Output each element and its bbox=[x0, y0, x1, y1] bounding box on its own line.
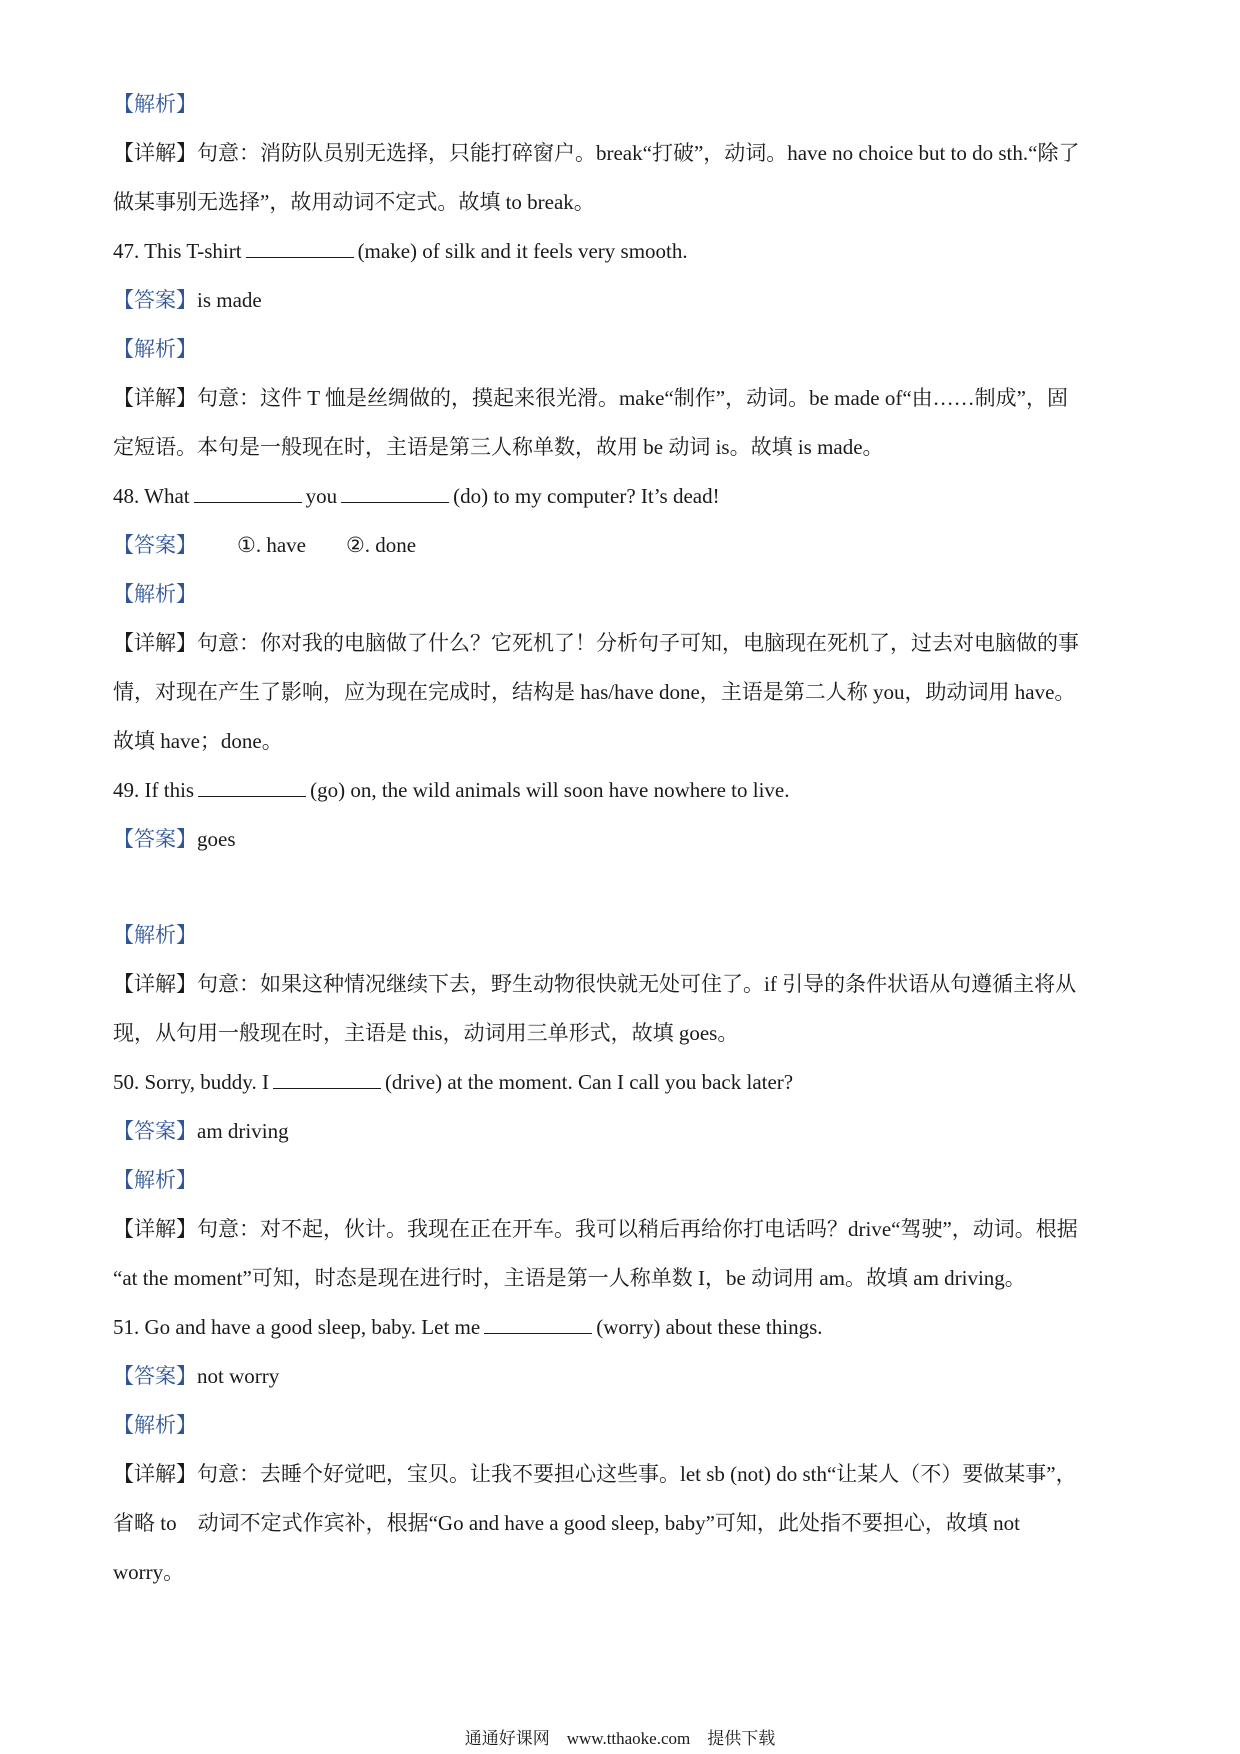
answer-blank bbox=[194, 484, 302, 503]
answer-line bbox=[113, 1117, 1127, 1145]
answer-tag: 【答案】 bbox=[113, 1364, 197, 1388]
detail-text: 句意：如果这种情况继续下去，野生动物很快就无处可住了。if 引导的条件状语从句遵循主将从 bbox=[197, 972, 1077, 996]
detail-text: 句意：你对我的电脑做了什么？它死机了！分析句子可知，电脑现在死机了，过去对电脑做的事 bbox=[197, 631, 1079, 655]
answer-text: is made bbox=[197, 288, 262, 312]
answer-tag: 【答案】 bbox=[113, 827, 197, 851]
analysis-tag: 【解析】 bbox=[113, 337, 197, 361]
answer-blank bbox=[246, 239, 354, 258]
analysis-label bbox=[113, 580, 1127, 608]
answer-line bbox=[113, 1362, 1127, 1390]
answer-text: ②. done bbox=[345, 533, 417, 557]
detail-line bbox=[113, 139, 1127, 167]
page-footer: 通通好课网 www.tthaoke.com 提供下载 bbox=[464, 1729, 776, 1748]
question-text: 51. Go and have a good sleep, baby. Let me bbox=[113, 1315, 481, 1339]
explanation-text: 故填 have；done。 bbox=[113, 729, 283, 753]
analysis-tag: 【解析】 bbox=[113, 582, 197, 606]
answer-blank bbox=[341, 484, 449, 503]
question-text: you bbox=[305, 484, 338, 508]
question-text: (go) on, the wild animals will soon have nowhere to live. bbox=[310, 778, 790, 802]
question-line bbox=[113, 776, 1127, 804]
explanation-text: 现，从句用一般现在时，主语是 this，动词用三单形式，故填 goes。 bbox=[113, 1021, 739, 1045]
answer-blank bbox=[484, 1315, 592, 1334]
explanation-line bbox=[113, 727, 1127, 755]
explanation-line bbox=[113, 1264, 1127, 1292]
analysis-label bbox=[113, 335, 1127, 363]
analysis-label bbox=[113, 1411, 1127, 1439]
question-text: (worry) about these things. bbox=[596, 1315, 823, 1339]
answer-text: am driving bbox=[197, 1119, 289, 1143]
answer-line bbox=[113, 531, 1127, 559]
question-text: 48. What bbox=[113, 484, 190, 508]
detail-tag: 【详解】 bbox=[113, 1462, 197, 1486]
answer-tag: 【答案】 bbox=[113, 1119, 197, 1143]
detail-line bbox=[113, 1460, 1127, 1488]
answer-text: goes bbox=[197, 827, 236, 851]
detail-line bbox=[113, 970, 1127, 998]
answer-blank bbox=[198, 778, 306, 797]
detail-line bbox=[113, 629, 1127, 657]
detail-text: 句意：对不起，伙计。我现在正在开车。我可以稍后再给你打电话吗？drive“驾驶”，动词。根据 bbox=[197, 1217, 1078, 1241]
detail-tag: 【详解】 bbox=[113, 386, 197, 410]
explanation-line bbox=[113, 678, 1127, 706]
detail-text: 句意：消防队员别无选择，只能打碎窗户。break“打破”，动词。have no choice but to do sth.“除了 bbox=[197, 141, 1080, 165]
analysis-label bbox=[113, 90, 1127, 118]
explanation-text: 省略 to 动词不定式作宾补，根据“Go and have a good sleep, baby”可知，此处指不要担心，故填 not bbox=[113, 1511, 1020, 1535]
question-line bbox=[113, 482, 1127, 510]
analysis-tag: 【解析】 bbox=[113, 1413, 197, 1437]
detail-tag: 【详解】 bbox=[113, 972, 197, 996]
explanation-text: 定短语。本句是一般现在时，主语是第三人称单数，故用 be 动词 is。故填 is made。 bbox=[113, 435, 884, 459]
explanation-text: “at the moment”可知，时态是现在进行时，主语是第一人称单数 I，be 动词用 am。故填 am driving。 bbox=[113, 1266, 1026, 1290]
analysis-label bbox=[113, 1166, 1127, 1194]
answer-text: ①. have bbox=[237, 533, 306, 557]
detail-text: 句意：去睡个好觉吧，宝贝。让我不要担心这些事。let sb (not) do sth“让某人（不）要做某事”， bbox=[197, 1462, 1077, 1486]
answer-tag: 【答案】 bbox=[113, 533, 197, 557]
question-text: (make) of silk and it feels very smooth. bbox=[357, 239, 688, 263]
question-line bbox=[113, 237, 1127, 265]
analysis-label bbox=[113, 921, 1127, 949]
detail-line bbox=[113, 1215, 1127, 1243]
question-line bbox=[113, 1313, 1127, 1341]
explanation-line bbox=[113, 1558, 1127, 1586]
detail-tag: 【详解】 bbox=[113, 631, 197, 655]
question-text: 50. Sorry, buddy. I bbox=[113, 1070, 269, 1094]
question-line bbox=[113, 1068, 1127, 1096]
question-text: (do) to my computer? It’s dead! bbox=[453, 484, 720, 508]
answer-text: not worry bbox=[197, 1364, 280, 1388]
explanation-line bbox=[113, 1019, 1127, 1047]
detail-line bbox=[113, 384, 1127, 412]
analysis-tag: 【解析】 bbox=[113, 92, 197, 116]
explanation-line bbox=[113, 1509, 1127, 1537]
detail-text: 句意：这件 T 恤是丝绸做的，摸起来很光滑。make“制作”，动词。be made of“由……制成”，固 bbox=[197, 386, 1068, 410]
detail-tag: 【详解】 bbox=[113, 141, 197, 165]
analysis-tag: 【解析】 bbox=[113, 923, 197, 947]
answer-blank bbox=[273, 1070, 381, 1089]
explanation-text: 做某事别无选择”，故用动词不定式。故填 to break。 bbox=[113, 190, 595, 214]
question-text: 47. This T-shirt bbox=[113, 239, 242, 263]
explanation-line bbox=[113, 188, 1127, 216]
answer-line bbox=[113, 286, 1127, 314]
explanation-line bbox=[113, 433, 1127, 461]
question-text: 49. If this bbox=[113, 778, 195, 802]
answer-tag: 【答案】 bbox=[113, 288, 197, 312]
answer-line bbox=[113, 825, 1127, 853]
analysis-tag: 【解析】 bbox=[113, 1168, 197, 1192]
explanation-text: 情，对现在产生了影响，应为现在完成时，结构是 has/have done，主语是第二人称 you，助动词用 have。 bbox=[113, 680, 1076, 704]
question-text: (drive) at the moment. Can I call you back later? bbox=[384, 1070, 794, 1094]
explanation-text: worry。 bbox=[113, 1560, 185, 1584]
detail-tag: 【详解】 bbox=[113, 1217, 197, 1241]
